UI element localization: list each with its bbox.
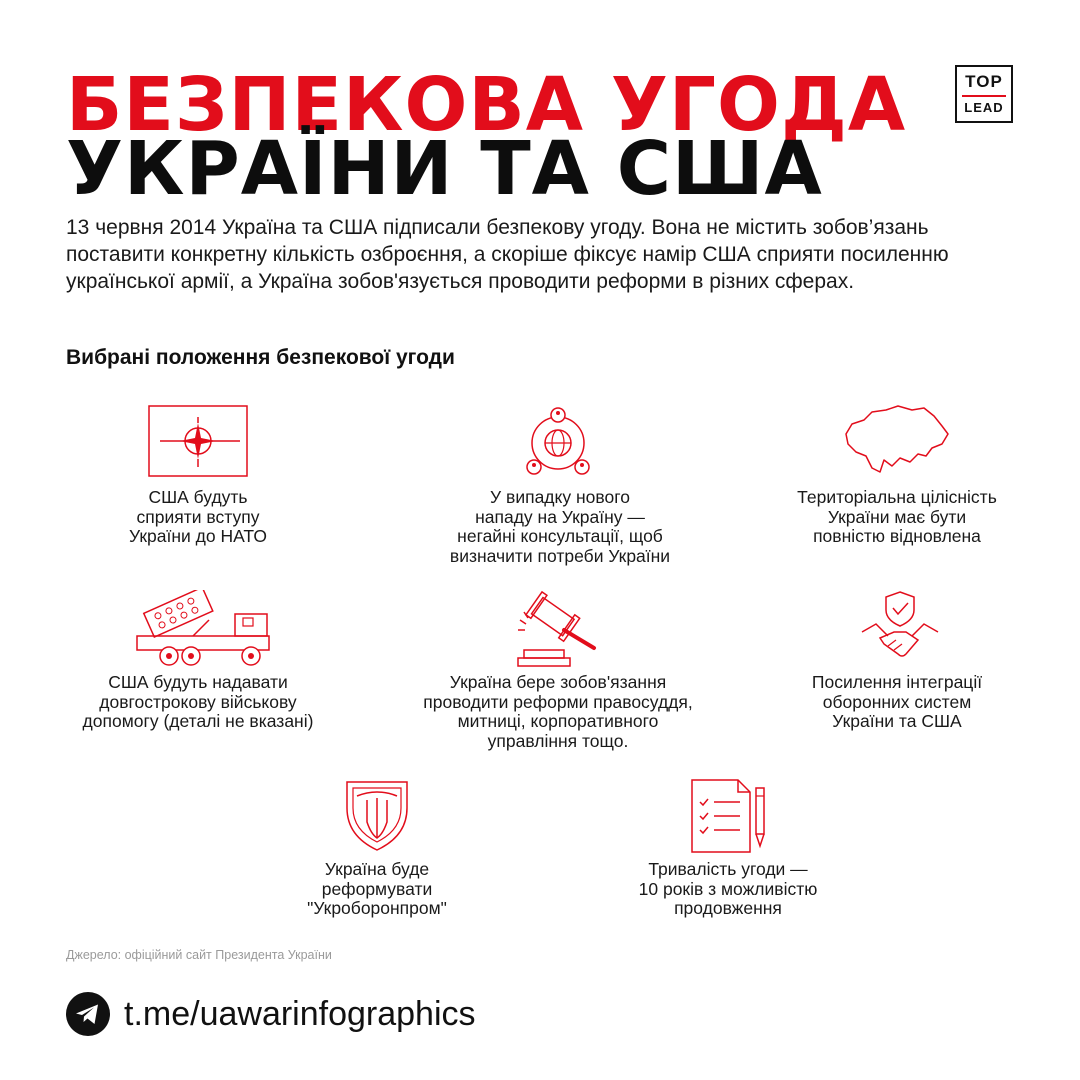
provision-caption-1: США будуть сприяти вступу України до НАТО [129,487,267,546]
toplead-logo [955,65,1013,123]
logo-divider [962,95,1006,97]
checklist-document-icon [688,778,772,854]
telegram-icon[interactable] [66,992,110,1036]
handshake-shield-icon [858,588,942,668]
provision-caption-2: У випадку нового нападу на Україну — негайні консультації, щоб визначити потреби України [449,487,671,566]
provision-caption-4: США будуть надавати довгострокову військову допомогу (деталі не вказані) [82,672,314,731]
rocket-launcher-truck-icon [133,590,273,670]
globe-network-icon [522,405,594,479]
logo-bottom-text: LEAD [964,100,1004,115]
provision-caption-7: Україна буде реформувати "Укроборонпром" [307,859,447,918]
ukraine-map-icon [842,404,952,480]
provision-caption-8: Тривалість угоди — 10 років з можливістю продовження [638,859,818,918]
nato-flag-icon [148,405,248,477]
provision-caption-5: Україна бере зобов'язання проводити реформи правосуддя, митниці, корпоративного управління тощо. [423,672,693,751]
section-subtitle: Вибрані положення безпекової угоди [66,346,455,369]
title-line-2: УКРАЇНИ ТА США [66,126,823,212]
ukroboronprom-logo-icon [343,778,411,854]
source-note: Джерело: офіційний сайт Президента України [66,948,332,962]
telegram-channel-link[interactable]: t.me/uawarinfographics [124,995,476,1033]
provision-caption-6: Посилення інтеграції оборонних систем України та США [811,672,983,731]
gavel-icon [512,590,602,670]
provision-caption-3: Територіальна цілісність України має бути повністю відновлена [797,487,997,546]
intro-text: 13 червня 2014 Україна та США підписали безпекову угоду. Вона не містить зобов’язань поставити конкретну кількість озброєння, а скоріше фіксує намір США сприяти посиленню української армії, а Україна зобов'язується проводити реформи в різних сферах. [66,216,949,293]
title-line-1: БЕЗПЕКОВА УГОДА [66,62,907,148]
logo-top-text: TOP [965,72,1003,91]
